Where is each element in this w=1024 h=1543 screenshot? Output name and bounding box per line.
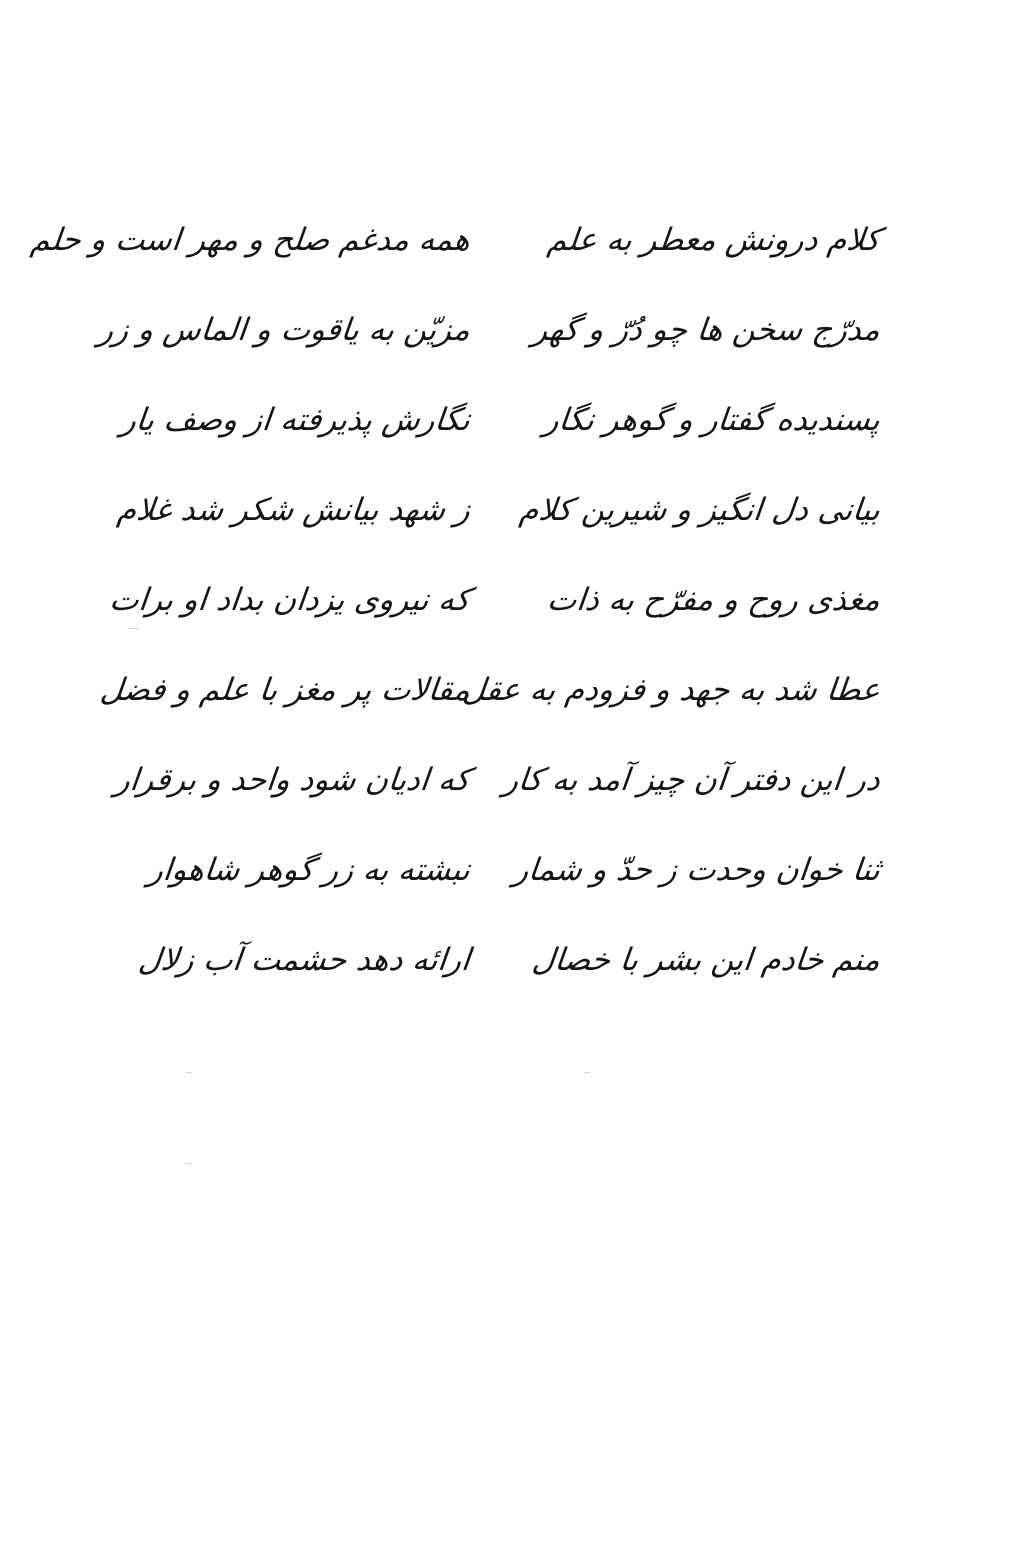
- hemistich-right: بیانی دل انگیز و شیرین کلام: [517, 492, 882, 528]
- hemistich-right: منم خادم این بشر با خصال: [530, 942, 882, 978]
- scan-speck: [128, 628, 140, 629]
- couplet: [28, 195, 882, 285]
- hemistich-left: مزیّن به یاقوت و الماس و زر: [96, 312, 472, 348]
- couplet: [113, 735, 882, 825]
- hemistich-left: که ادیان شود واحد و برقرار: [113, 762, 472, 798]
- hemistich-right: پسندیده گفتار و گوهر نگار: [542, 402, 882, 438]
- hemistich-right: عطا شد به جهد و فزودم به عقل: [460, 672, 882, 708]
- hemistich-left: مقالات پر مغز با علم و فضل: [98, 672, 472, 708]
- couplet: [98, 645, 882, 735]
- hemistich-right: مغذی روح و مفرّح به ذات: [545, 582, 882, 618]
- couplet: [136, 915, 882, 1005]
- hemistich-left: همه مدغم صلح و مهر است و حلم: [28, 222, 472, 258]
- hemistich-left: ز شهد بیانش شکر شد غلام: [115, 492, 472, 528]
- hemistich-left: نبشته به زر گوهر شاهوار: [146, 852, 472, 888]
- hemistich-left: که نیروی یزدان بداد او برات: [107, 582, 472, 618]
- hemistich-right: کلام درونش معطر به علم: [545, 222, 882, 258]
- hemistich-left: نگارش پذیرفته از وصف یار: [119, 402, 472, 438]
- poem-block: [28, 195, 882, 1005]
- hemistich-right: در این دفتر آن چیز آمد به کار: [501, 762, 882, 798]
- hemistich-left: ارائه دهد حشمت آب زلال: [136, 942, 472, 978]
- couplet: [119, 375, 882, 465]
- couplet: [115, 465, 882, 555]
- hemistich-right: ثنا خوان وحدت ز حدّ و شمار: [511, 852, 882, 888]
- couplet: [146, 825, 882, 915]
- couplet: [96, 285, 882, 375]
- scan-speck: [186, 1072, 192, 1073]
- scan-speck: [584, 1072, 590, 1073]
- hemistich-right: مدرّج سخن ها چو دُرّ و گهر: [530, 312, 882, 348]
- scan-speck: [186, 1163, 192, 1164]
- couplet: [107, 555, 882, 645]
